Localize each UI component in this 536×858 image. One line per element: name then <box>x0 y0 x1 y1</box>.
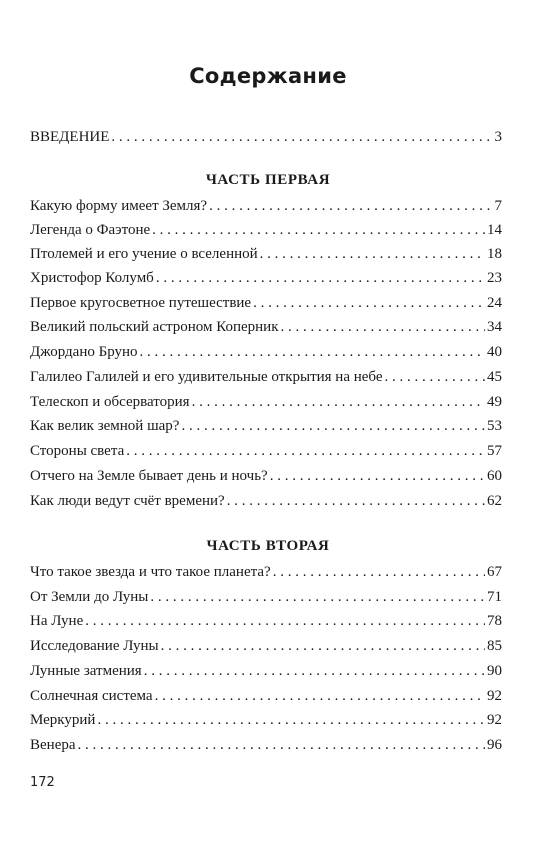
page-title: Содержание <box>189 64 347 88</box>
toc-leader-dots <box>111 126 492 148</box>
toc-leader-dots <box>140 341 485 363</box>
toc-entry-page: 71 <box>487 589 502 605</box>
toc-entry <box>30 219 502 241</box>
toc-entry <box>30 341 502 363</box>
toc-entry <box>30 610 502 632</box>
toc-entry <box>30 440 502 462</box>
toc-entry <box>30 292 502 314</box>
toc-entry-page: 24 <box>487 295 502 311</box>
toc-entry-page: 23 <box>487 270 502 286</box>
toc-entry <box>30 561 502 583</box>
toc-entry-label: Великий польский астроном Коперник <box>30 319 279 335</box>
part-heading-second: ЧАСТЬ ВТОРАЯ <box>206 538 330 554</box>
toc-entry-page: 3 <box>494 129 502 145</box>
toc-entry-label: Солнечная система <box>30 688 153 704</box>
toc-entry-page: 7 <box>494 198 502 214</box>
toc-entry <box>30 465 502 487</box>
toc-entry-label: Отчего на Земле бывает день и ночь? <box>30 468 268 484</box>
toc-entry <box>30 734 502 756</box>
toc-entry-label: Легенда о Фаэтоне <box>30 222 151 238</box>
toc-entry-label: Что такое звезда и что такое планета? <box>30 564 271 580</box>
toc-entry-page: 45 <box>487 369 502 385</box>
toc-entry-label: ВВЕДЕНИЕ <box>30 129 110 145</box>
toc-entry-page: 49 <box>487 394 502 410</box>
page-number: 172 <box>30 775 55 790</box>
toc-entry-page: 78 <box>487 613 502 629</box>
toc-leader-dots <box>253 292 485 314</box>
toc-entry-label: Меркурий <box>30 712 96 728</box>
toc-leader-dots <box>260 243 485 265</box>
toc-leader-dots <box>181 415 485 437</box>
toc-entry-page: 14 <box>487 222 502 238</box>
toc-leader-dots <box>144 660 485 682</box>
toc-entry-page: 92 <box>487 712 502 728</box>
toc-entry-label: Христофор Колумб <box>30 270 154 286</box>
toc-entry-label: Галилео Галилей и его удивительные открытия на небе <box>30 369 383 385</box>
toc-leader-dots <box>192 391 485 413</box>
toc-entry-page: 85 <box>487 638 502 654</box>
toc-entry <box>30 490 502 512</box>
toc-entry <box>30 709 502 731</box>
toc-leader-dots <box>156 267 485 289</box>
toc-entry <box>30 586 502 608</box>
toc-leader-dots <box>273 561 485 583</box>
toc-entry-label: Как велик земной шар? <box>30 418 180 434</box>
toc-entry-intro <box>30 126 502 148</box>
toc-entry-label: Какую форму имеет Земля? <box>30 198 208 214</box>
toc-entry-page: 92 <box>487 688 502 704</box>
toc-leader-dots <box>209 195 492 217</box>
toc-entry-label: Венера <box>30 737 76 753</box>
toc-entry-page: 34 <box>487 319 502 335</box>
toc-entry-page: 96 <box>487 737 502 753</box>
toc-entry <box>30 316 502 338</box>
toc-leader-dots <box>152 219 485 241</box>
toc-entry-label: Стороны света <box>30 443 125 459</box>
toc-leader-dots <box>161 635 485 657</box>
toc-leader-dots <box>85 610 485 632</box>
toc-entry-label: Телескоп и обсерватория <box>30 394 190 410</box>
toc-entry-page: 57 <box>487 443 502 459</box>
toc-leader-dots <box>126 440 485 462</box>
toc-entry-label: Как люди ведут счёт времени? <box>30 493 225 509</box>
toc-entry-label: На Луне <box>30 613 84 629</box>
toc-leader-dots <box>78 734 485 756</box>
toc-entry-label: Первое кругосветное путешествие <box>30 295 252 311</box>
toc-entry <box>30 660 502 682</box>
toc-entry-page: 53 <box>487 418 502 434</box>
toc-entry-page: 90 <box>487 663 502 679</box>
toc-leader-dots <box>281 316 486 338</box>
toc-leader-dots <box>227 490 485 512</box>
toc-leader-dots <box>97 709 485 731</box>
toc-leader-dots <box>385 366 485 388</box>
toc-entry-label: Лунные затмения <box>30 663 142 679</box>
toc-leader-dots <box>270 465 485 487</box>
toc-entry <box>30 391 502 413</box>
toc-entry <box>30 415 502 437</box>
toc-entry <box>30 366 502 388</box>
toc-entry <box>30 243 502 265</box>
toc-entry <box>30 685 502 707</box>
toc-entry-label: Исследование Луны <box>30 638 159 654</box>
toc-entry-page: 67 <box>487 564 502 580</box>
toc-entry-page: 18 <box>487 246 502 262</box>
part-heading-first: ЧАСТЬ ПЕРВАЯ <box>205 172 331 188</box>
toc-entry <box>30 195 502 217</box>
toc-entry-label: От Земли до Луны <box>30 589 149 605</box>
toc-entry-label: Джордано Бруно <box>30 344 138 360</box>
toc-entry-page: 40 <box>487 344 502 360</box>
toc-entry <box>30 635 502 657</box>
toc-entry-page: 60 <box>487 468 502 484</box>
toc-leader-dots <box>150 586 485 608</box>
toc-entry-label: Птолемей и его учение о вселенной <box>30 246 258 262</box>
toc-leader-dots <box>155 685 485 707</box>
toc-entry <box>30 267 502 289</box>
toc-entry-page: 62 <box>487 493 502 509</box>
